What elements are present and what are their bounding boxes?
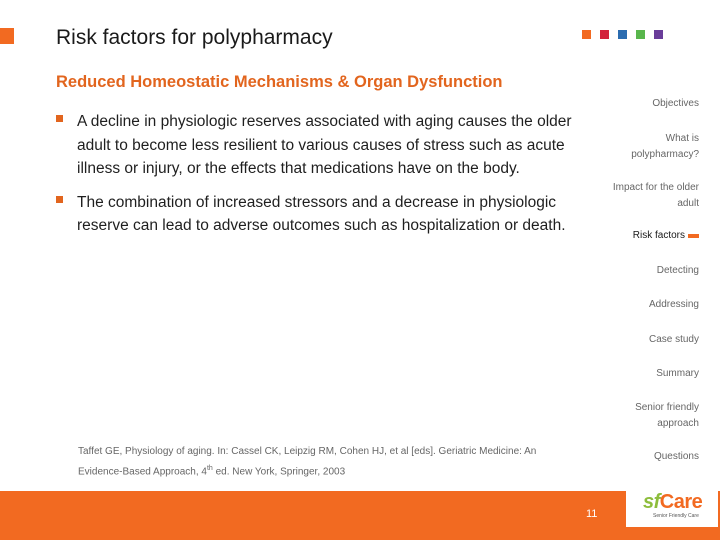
reference-text: Taffet GE, Physiology of aging. In: Cassel CK, Leipzig RM, Cohen HJ, et al [eds]. Geriatric Medicine: An Evidence-Based Approach, 4 [78, 446, 537, 478]
sfcare-logo: sfCare [643, 491, 703, 513]
logo-tagline: Senior Friendly Care [653, 513, 699, 519]
reference-citation [78, 443, 548, 480]
bullet-text: A decline in physiologic reserves associated with aging causes the older adult to become less resilient to various causes of stress such as acute illness or injury, or the effects that medications have on the body. [77, 113, 572, 177]
reference-text-end: ed. New York, Springer, 2003 [212, 466, 346, 478]
decor-square-2 [600, 30, 609, 39]
active-indicator [688, 234, 699, 238]
nav-item-risk-factors[interactable]: Risk factors [632, 230, 685, 241]
nav-item-summary[interactable]: Summary [656, 368, 699, 379]
nav-item-objectives[interactable]: Objectives [652, 98, 699, 109]
nav-item-questions[interactable]: Questions [653, 451, 699, 462]
reference-superscript: th [206, 465, 213, 472]
bullet-item [56, 110, 576, 181]
nav-item-impact[interactable]: Impact for the older adult [612, 182, 699, 209]
nav-item-senior-friendly-approach[interactable]: Senior friendly approach [635, 402, 699, 429]
title-marker [0, 28, 14, 44]
page-number: 11 [586, 508, 598, 520]
slide-title: Risk factors for polypharmacy [56, 26, 333, 49]
bullet-marker-icon [56, 115, 63, 122]
decorative-squares [582, 30, 663, 39]
bullet-item [56, 191, 576, 238]
bullet-text: The combination of increased stressors and a decrease in physiologic reserve can lead to adverse outcomes such as hospitalization or death. [77, 193, 566, 234]
nav-item-addressing[interactable]: Addressing [648, 299, 699, 310]
decor-square-5 [654, 30, 663, 39]
nav-item-what-is-polypharmacy[interactable]: What is polypharmacy? [631, 133, 699, 160]
slide-subtitle: Reduced Homeostatic Mechanisms & Organ Dysfunction [56, 73, 503, 91]
decor-square-3 [618, 30, 627, 39]
decor-square-1 [582, 30, 591, 39]
decor-square-4 [636, 30, 645, 39]
bullet-marker-icon [56, 196, 63, 203]
footer-bar [0, 491, 720, 540]
bullet-list [56, 110, 576, 248]
nav-item-detecting[interactable]: Detecting [656, 265, 699, 276]
nav-item-case-study[interactable]: Case study [648, 334, 699, 345]
